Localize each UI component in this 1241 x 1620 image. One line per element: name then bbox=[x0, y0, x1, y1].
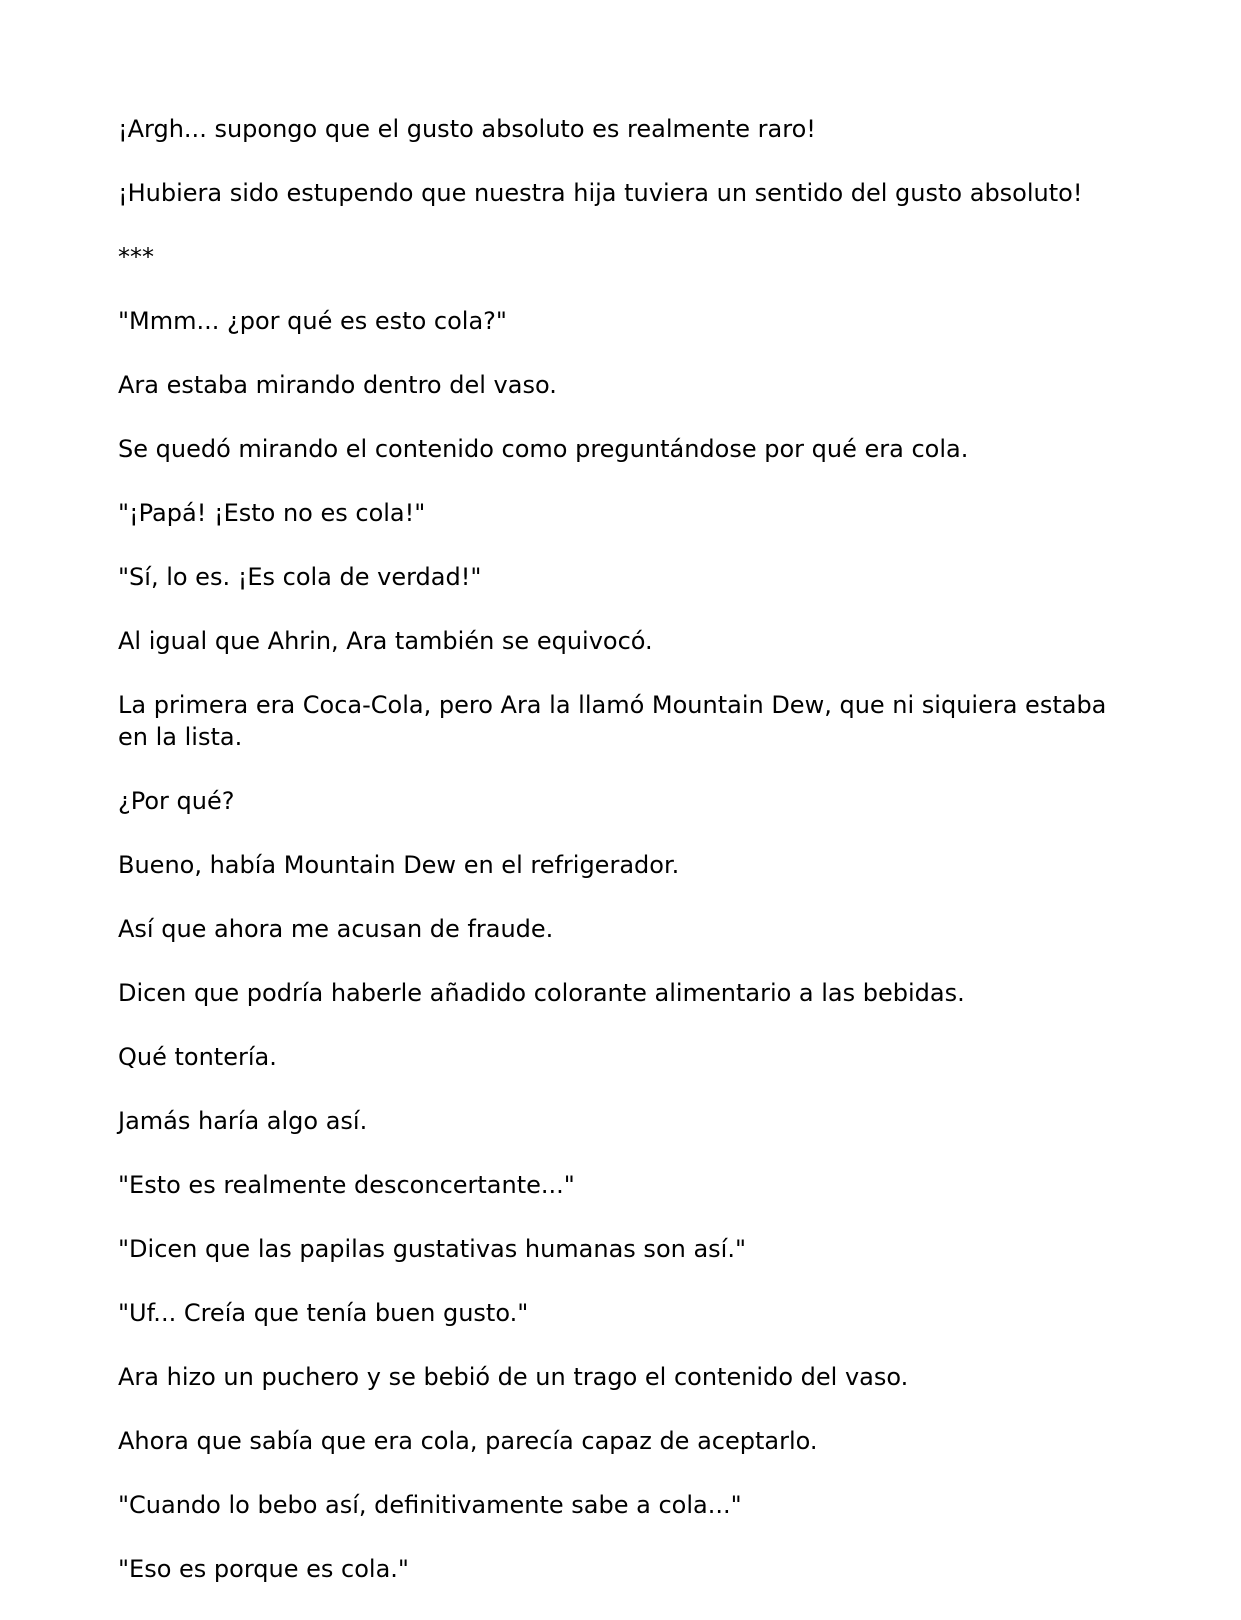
paragraph: Dicen que podría haberle añadido colorante alimentario a las bebidas. bbox=[118, 979, 965, 1007]
paragraph: Se quedó mirando el contenido como preguntándose por qué era cola. bbox=[118, 435, 969, 463]
paragraph: ¿Por qué? bbox=[118, 787, 235, 815]
paragraph: Al igual que Ahrin, Ara también se equivocó. bbox=[118, 627, 653, 655]
paragraph: Ara estaba mirando dentro del vaso. bbox=[118, 371, 557, 399]
paragraph: ¡Hubiera sido estupendo que nuestra hija tuviera un sentido del gusto absoluto! bbox=[118, 179, 1083, 207]
paragraph: "Sí, lo es. ¡Es cola de verdad!" bbox=[118, 563, 482, 591]
paragraph: La primera era Coca-Cola, pero Ara la llamó Mountain Dew, que ni siquiera estaba en la lista. bbox=[118, 691, 1107, 751]
paragraph: "Uf... Creía que tenía buen gusto." bbox=[118, 1299, 529, 1327]
document-body bbox=[118, 113, 1128, 1617]
paragraph: Ahora que sabía que era cola, parecía capaz de aceptarlo. bbox=[118, 1427, 818, 1455]
paragraph: Ara hizo un puchero y se bebió de un trago el contenido del vaso. bbox=[118, 1363, 909, 1391]
paragraph: "Mmm... ¿por qué es esto cola?" bbox=[118, 307, 507, 335]
paragraph: Qué tontería. bbox=[118, 1043, 277, 1071]
paragraph: "Esto es realmente desconcertante..." bbox=[118, 1171, 575, 1199]
paragraph: "Cuando lo bebo así, definitivamente sabe a cola..." bbox=[118, 1491, 742, 1519]
paragraph: "Dicen que las papilas gustativas humanas son así." bbox=[118, 1235, 747, 1263]
paragraph: Así que ahora me acusan de fraude. bbox=[118, 915, 554, 943]
paragraph: "Eso es porque es cola." bbox=[118, 1555, 409, 1583]
paragraph: ¡Argh... supongo que el gusto absoluto es realmente raro! bbox=[118, 115, 816, 143]
paragraph: "¡Papá! ¡Esto no es cola!" bbox=[118, 499, 426, 527]
paragraph: Bueno, había Mountain Dew en el refrigerador. bbox=[118, 851, 680, 879]
paragraph: Jamás haría algo así. bbox=[118, 1107, 368, 1135]
scene-break: *** bbox=[118, 243, 154, 271]
